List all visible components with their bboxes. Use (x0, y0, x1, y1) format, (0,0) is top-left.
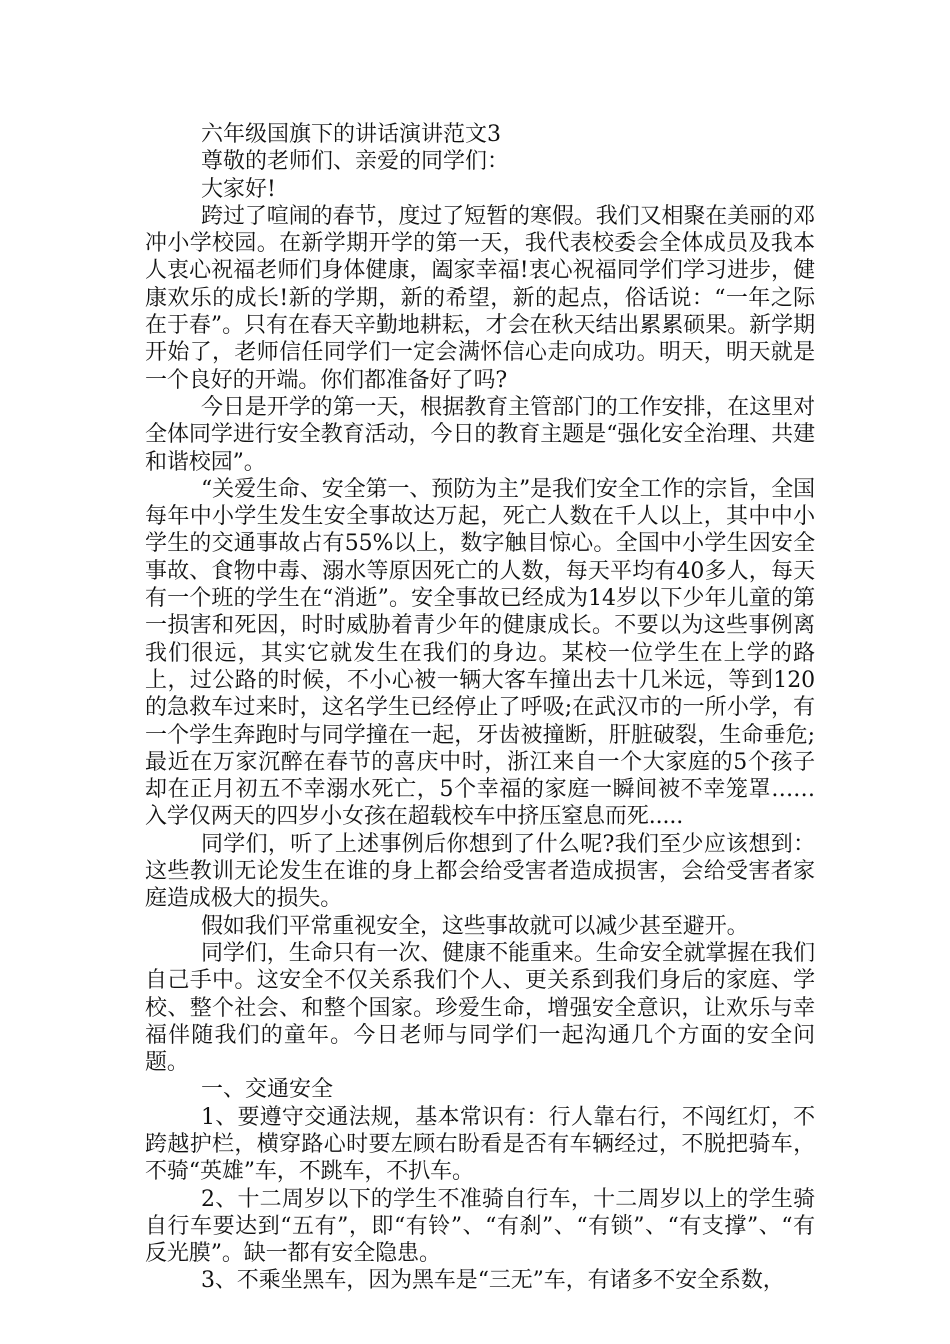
paragraph-2: 今日是开学的第一天，根据教育主管部门的工作安排，在这里对全体同学进行安全教育活动，今日的教育主题是“强化安全治理、共建和谐校园”。 (145, 394, 815, 475)
greeting: 大家好! (201, 176, 276, 202)
traffic-rule-1: 1、要遵守交通法规，基本常识有：行人靠右行，不闯红灯，不跨越护栏，横穿路心时要左顾右盼看是否有车辆经过，不脱把骑车，不骑“英雄”车，不跳车，不扒车。 (145, 1104, 815, 1185)
paragraph-3: “关爱生命、安全第一、预防为主”是我们安全工作的宗旨，全国每年中小学生发生安全事故达万起，死亡人数在千人以上，其中中小学生的交通事故占有55%以上，数字触目惊心。全国中小学生因安全事故、食物中毒、溺水等原因死亡的人数，每天平均有40多人，每天有一个班的学生在“消逝”。安全事故已经成为14岁以下少年儿童的第一损害和死因，时时威胁着青少年的健康成长。不要以为这些事例离我们很远，其实它就发生在我们的身边。某校一位学生在上学的路上，过公路的时候，不小心被一辆大客车撞出去十几米远，等到120的急救车过来时，这名学生已经停止了呼吸;在武汉市的一所小学，有一个学生奔跑时与同学撞在一起，牙齿被撞断，肝脏破裂，生命垂危;最近在万家沉醉在春节的喜庆中时，浙江来自一个大家庭的5个孩子却在正月初五不幸溺水死亡，5个幸福的家庭一瞬间被不幸笼罩……入学仅两天的四岁小女孩在超载校车中挤压窒息而死..... (145, 476, 815, 830)
section-heading-traffic: 一、交通安全 (201, 1077, 334, 1103)
paragraph-4: 同学们，听了上述事例后你想到了什么呢?我们至少应该想到：这些教训无论发生在谁的身上都会给受害者造成损害，会给受害者家庭造成极大的损失。 (145, 831, 815, 912)
document-title: 六年级国旗下的讲话演讲范文3 (201, 122, 501, 147)
paragraph-5: 假如我们平常重视安全，这些事故就可以减少甚至避开。 (201, 913, 749, 939)
traffic-rule-3: 3、不乘坐黑车，因为黑车是“三无”车，有诸多不安全系数， (201, 1268, 785, 1294)
document-page (145, 121, 815, 1295)
paragraph-6: 同学们，生命只有一次、健康不能重来。生命安全就掌握在我们自己手中。这安全不仅关系我们个人、更关系到我们身后的家庭、学校、整个社会、和整个国家。珍爱生命，增强安全意识，让欢乐与幸福伴随我们的童年。今日老师与同学们一起沟通几个方面的安全问题。 (145, 940, 815, 1076)
salutation: 尊敬的老师们、亲爱的同学们： (201, 149, 510, 175)
paragraph-1: 跨过了喧闹的春节，度过了短暂的寒假。我们又相聚在美丽的邓冲小学校园。在新学期开学的第一天，我代表校委会全体成员及我本人衷心祝福老师们身体健康，阖家幸福!衷心祝福同学们学习进步，健康欢乐的成长!新的学期，新的希望，新的起点，俗话说：“一年之际在于春”。只有在春天辛勤地耕耘，才会在秋天结出累累硕果。新学期开始了，老师信任同学们一定会满怀信心走向成功。明天，明天就是一个良好的开端。你们都准备好了吗? (145, 203, 815, 393)
traffic-rule-2: 2、十二周岁以下的学生不准骑自行车，十二周岁以上的学生骑自行车要达到“五有”，即“有铃”、“有刹”、“有锁”、“有支撑”、“有反光膜”。缺一都有安全隐患。 (145, 1186, 815, 1267)
